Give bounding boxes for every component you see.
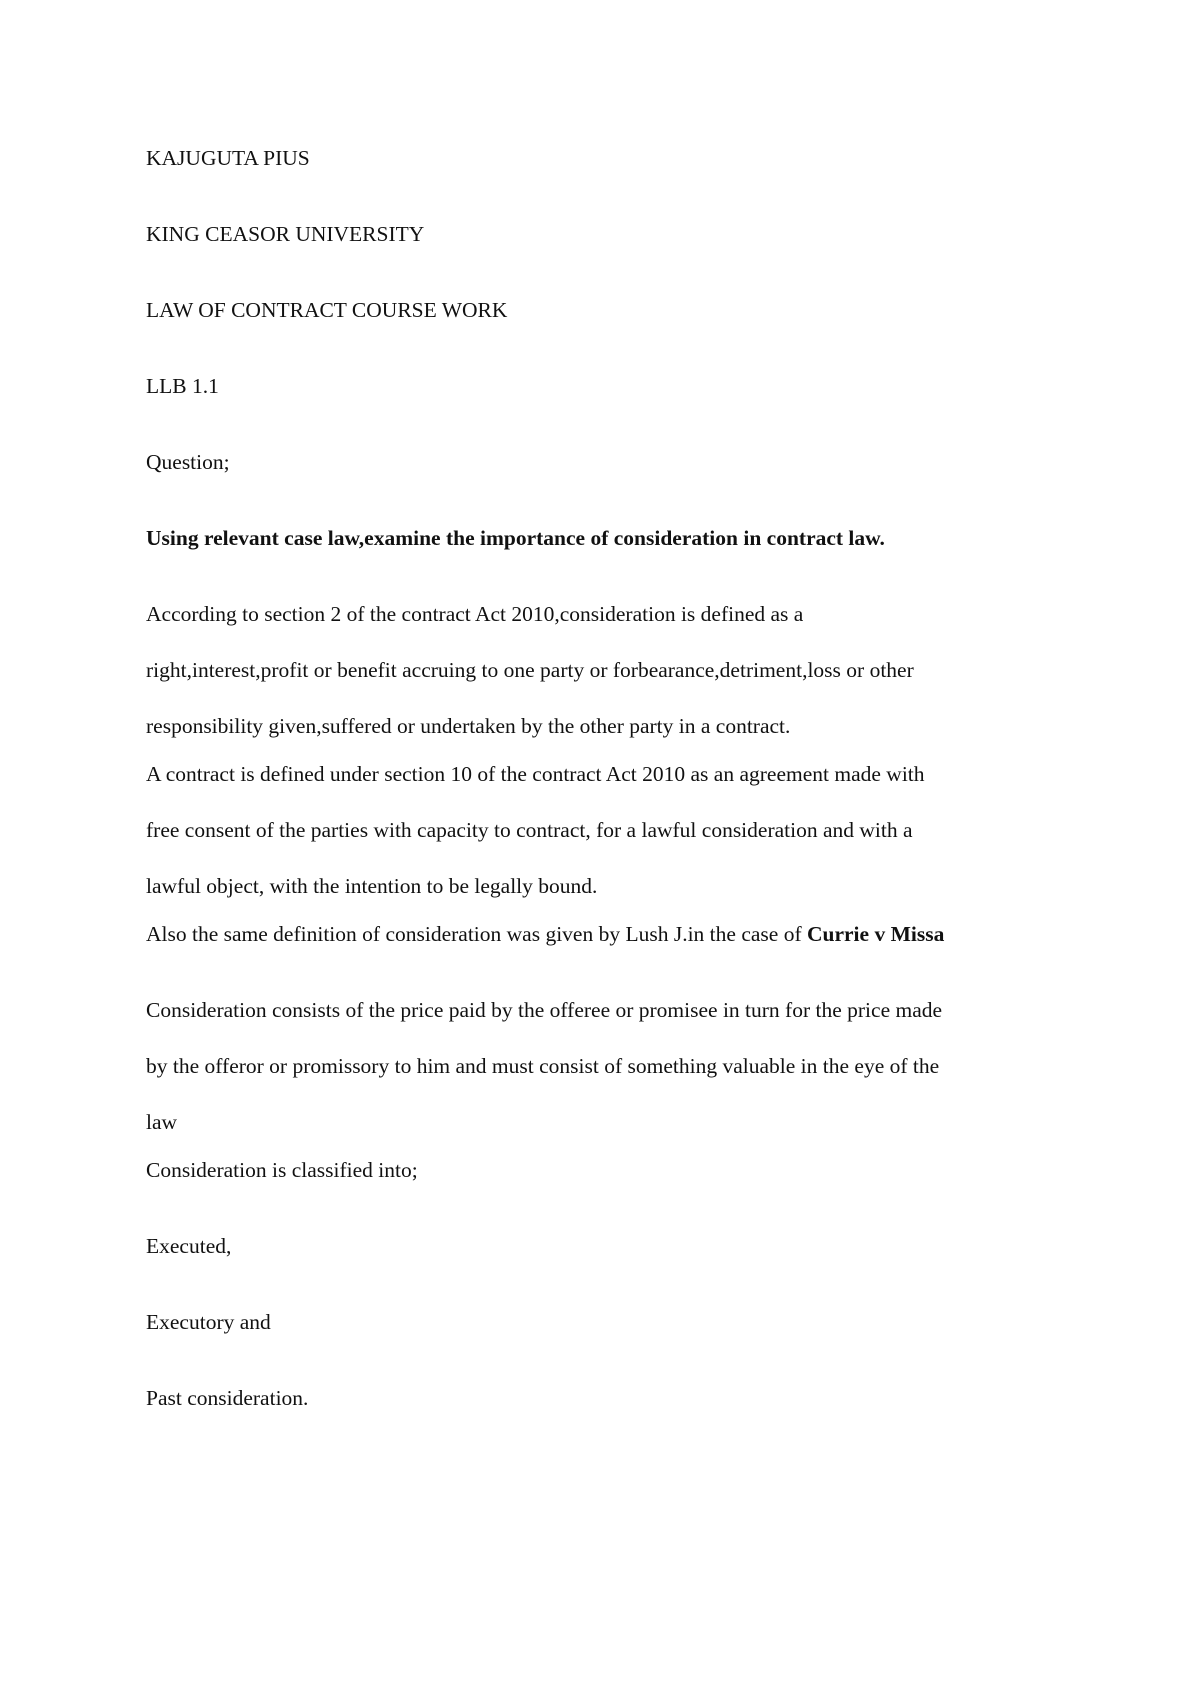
question-label: Question;	[146, 450, 230, 474]
classification-intro: Consideration is classified into;	[146, 1158, 418, 1182]
type-past: Past consideration.	[146, 1386, 309, 1410]
paragraph-line: responsibility given,suffered or undertaken by the other party in a contract.	[146, 714, 791, 738]
course-title: LAW OF CONTRACT COURSE WORK	[146, 298, 508, 322]
paragraph-line: free consent of the parties with capacity to contract, for a lawful consideration and with a	[146, 818, 913, 842]
document-content	[146, 144, 1076, 1460]
class-label: LLB 1.1	[146, 374, 219, 398]
case-name: Currie v Missa	[806, 922, 945, 946]
university-name: KING CEASOR UNIVERSITY	[146, 222, 425, 246]
paragraph-line: lawful object, with the intention to be legally bound.	[146, 874, 598, 898]
type-executory: Executory and	[146, 1310, 271, 1334]
paragraph-line: right,interest,profit or benefit accruing to one party or forbearance,detriment,loss or other	[146, 658, 914, 682]
question-text: Using relevant case law,examine the importance of consideration in contract law.	[146, 526, 885, 550]
paragraph-line: Consideration consists of the price paid by the offeree or promisee in turn for the price made	[146, 998, 943, 1022]
case-reference-line	[146, 920, 1076, 996]
type-executed: Executed,	[146, 1234, 232, 1258]
definition-paragraph	[146, 600, 1076, 740]
contract-definition-paragraph	[146, 760, 1076, 900]
consideration-paragraph	[146, 996, 1076, 1136]
paragraph-line: law	[146, 1110, 178, 1134]
student-name: KAJUGUTA PIUS	[146, 146, 310, 170]
case-reference-text: Also the same definition of consideration was given by Lush J.in the case of	[146, 922, 807, 946]
paragraph-line: According to section 2 of the contract Act 2010,consideration is defined as a	[146, 602, 804, 626]
paragraph-line: by the offeror or promissory to him and must consist of something valuable in the eye of the	[146, 1054, 940, 1078]
paragraph-line: A contract is defined under section 10 of the contract Act 2010 as an agreement made with	[146, 762, 925, 786]
